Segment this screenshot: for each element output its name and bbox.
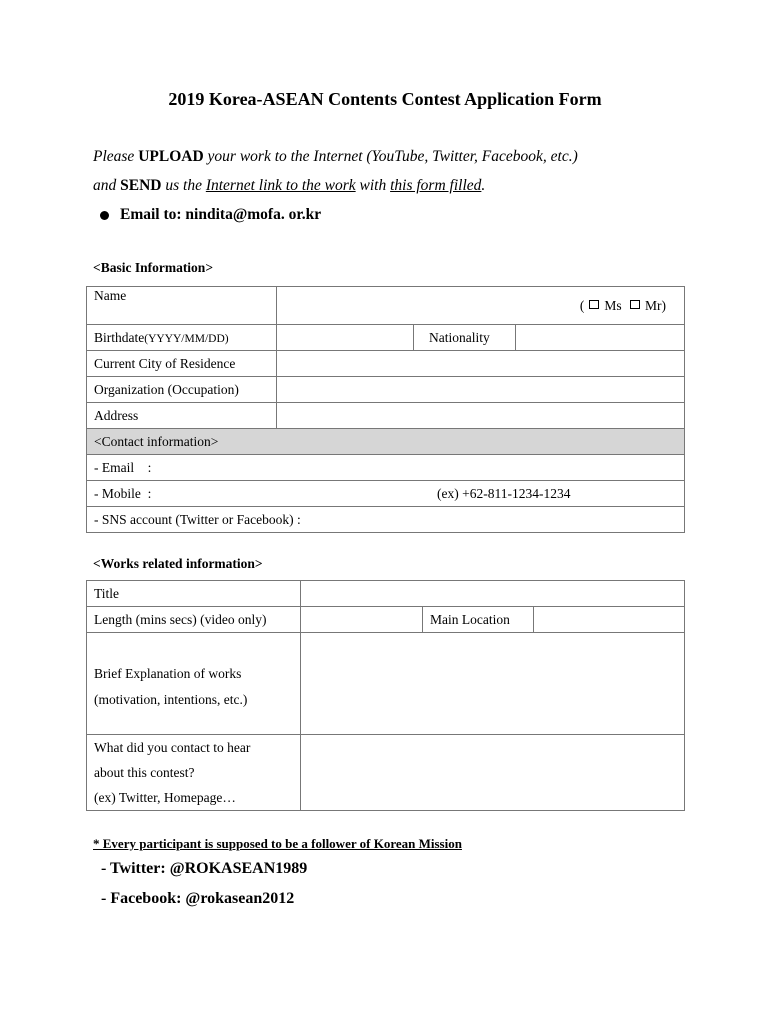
checkbox-ms[interactable]	[589, 300, 599, 309]
intro-text: your work to the Internet (YouTube, Twitter, Facebook, etc.)	[203, 148, 578, 165]
brief-label: Brief Explanation of works (motivation, intentions, etc.)	[87, 633, 301, 735]
how-heard-label: What did you contact to hear about this contest? (ex) Twitter, Homepage…	[87, 735, 301, 811]
basic-info-heading: <Basic Information>	[93, 260, 214, 275]
organization-label: Organization (Occupation)	[87, 377, 277, 403]
intro-line-1	[93, 148, 578, 166]
city-field[interactable]	[277, 351, 685, 377]
location-label: Main Location	[423, 607, 534, 633]
birthdate-field[interactable]	[277, 325, 414, 351]
mobile-field[interactable]	[87, 481, 685, 507]
form-title: 2019 Korea-ASEAN Contents Contest Application Form	[168, 89, 602, 109]
checkbox-mr[interactable]	[630, 300, 640, 309]
works-info-heading: <Works related information>	[93, 556, 263, 571]
name-label: Name	[87, 287, 277, 325]
follower-note: * Every participant is supposed to be a follower of Korean Mission	[93, 836, 462, 851]
email-instruction-text: Email to: nindita@mofa. or.kr	[120, 206, 322, 223]
title-field[interactable]	[301, 581, 685, 607]
location-field[interactable]	[534, 607, 685, 633]
twitter-handle: - Twitter: @ROKASEAN1989	[101, 860, 308, 877]
intro-filled-phrase: this form filled	[390, 177, 482, 194]
intro-send: SEND	[120, 177, 162, 194]
nationality-field[interactable]	[516, 325, 685, 351]
address-label: Address	[87, 403, 277, 429]
facebook-handle: - Facebook: @rokasean2012	[101, 890, 295, 907]
nationality-label: Nationality	[414, 325, 516, 351]
email-field[interactable]: - Email :	[87, 455, 685, 481]
mobile-label: - Mobile :	[94, 485, 152, 501]
length-label: Length (mins secs) (video only)	[87, 607, 301, 633]
gender-mr-label: Mr)	[645, 297, 666, 313]
intro-text: and	[93, 177, 121, 194]
intro-line-2	[93, 177, 485, 195]
intro-text: Please	[93, 148, 139, 165]
birthdate-label: Birthdate(YYYY/MM/DD)	[87, 325, 277, 351]
organization-field[interactable]	[277, 377, 685, 403]
intro-text: us the	[161, 177, 206, 194]
city-label: Current City of Residence	[87, 351, 277, 377]
brief-field[interactable]	[301, 633, 685, 735]
gender-ms-label: Ms	[604, 297, 622, 313]
contact-heading: <Contact information>	[87, 429, 685, 455]
intro-link-phrase: Internet link to the work	[205, 177, 356, 194]
title-label: Title	[87, 581, 301, 607]
address-field[interactable]	[277, 403, 685, 429]
name-field[interactable]	[277, 287, 685, 325]
intro-upload: UPLOAD	[138, 148, 204, 165]
sns-field[interactable]: - SNS account (Twitter or Facebook) :	[87, 507, 685, 533]
bullet-icon	[100, 211, 109, 220]
email-instruction	[120, 206, 321, 224]
intro-text: with	[355, 177, 391, 194]
length-field[interactable]	[301, 607, 423, 633]
basic-info-table	[86, 286, 685, 533]
how-heard-field[interactable]	[301, 735, 685, 811]
intro-text: .	[481, 177, 486, 194]
mobile-example: (ex) +62-811-1234-1234	[437, 485, 571, 501]
works-info-table	[86, 580, 685, 811]
gender-paren: (	[579, 297, 585, 313]
